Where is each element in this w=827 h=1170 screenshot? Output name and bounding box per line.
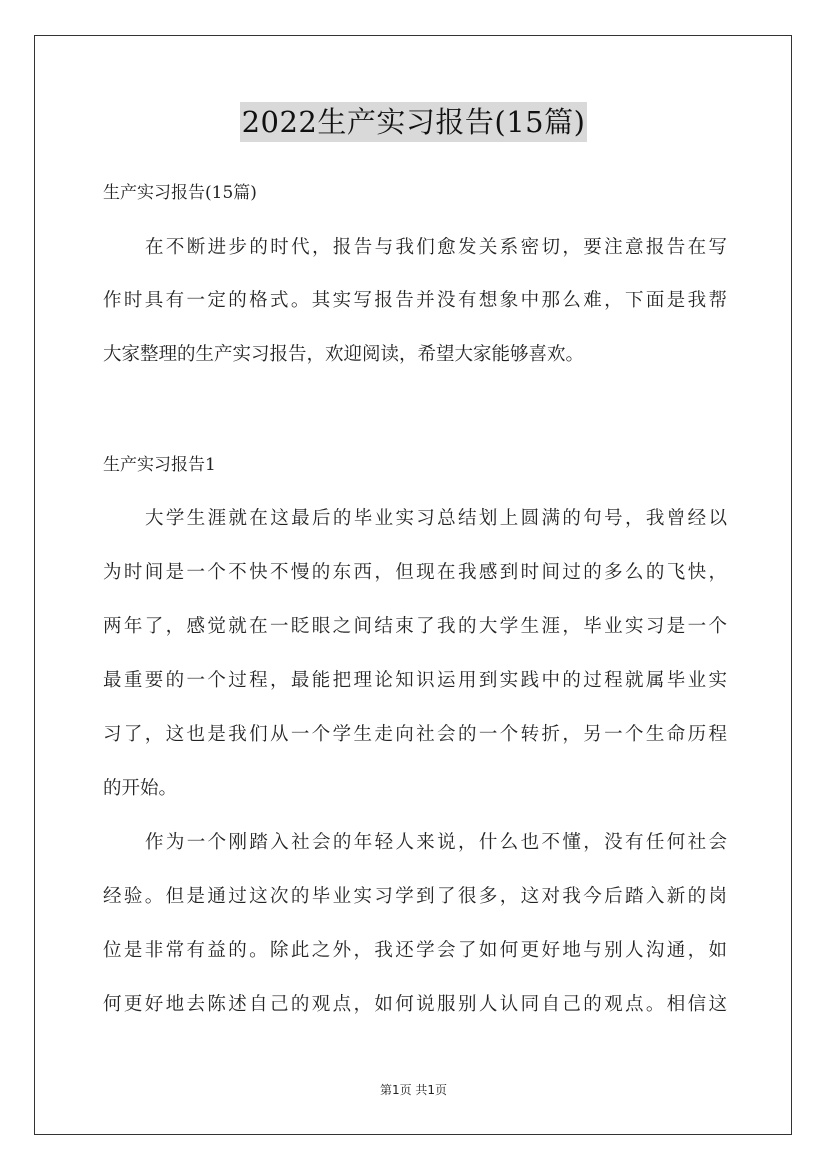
para2-line-4: 何更好地去陈述自己的观点，如何说服别人认同自己的观点。相信这 [103,994,727,1015]
document-title: 2022生产实习报告(15篇) [240,102,588,142]
page-footer: 第1页 共1页 [379,1083,448,1097]
para1-line-5: 习了，这也是我们从一个学生走向社会的一个转折，另一个生命历程 [103,724,727,745]
document-subtitle: 生产实习报告(15篇) [103,183,257,203]
para1-line-6: 的开始。 [103,778,178,799]
intro-line-1: 在不断进步的时代，报告与我们愈发关系密切，要注意报告在写 [145,237,727,258]
intro-line-3: 大家整理的生产实习报告，欢迎阅读，希望大家能够喜欢。 [103,344,585,365]
para1-line-2: 为时间是一个不快不慢的东西，但现在我感到时间过的多么的飞快， [103,562,727,583]
para1-line-1: 大学生涯就在这最后的毕业实习总结划上圆满的句号，我曾经以 [145,508,727,529]
para2-line-2: 经验。但是通过这次的毕业实习学到了很多，这对我今后踏入新的岗 [103,886,727,907]
para1-line-3: 两年了，感觉就在一眨眼之间结束了我的大学生涯，毕业实习是一个 [103,616,727,637]
section-heading: 生产实习报告1 [103,455,216,475]
title-container [0,102,827,142]
para2-line-3: 位是非常有益的。除此之外，我还学会了如何更好地与别人沟通，如 [103,940,727,961]
para1-line-4: 最重要的一个过程，最能把理论知识运用到实践中的过程就属毕业实 [103,670,727,691]
intro-line-2: 作时具有一定的格式。其实写报告并没有想象中那么难，下面是我帮 [103,290,727,311]
para2-line-1: 作为一个刚踏入社会的年轻人来说，什么也不懂，没有任何社会 [145,832,727,853]
